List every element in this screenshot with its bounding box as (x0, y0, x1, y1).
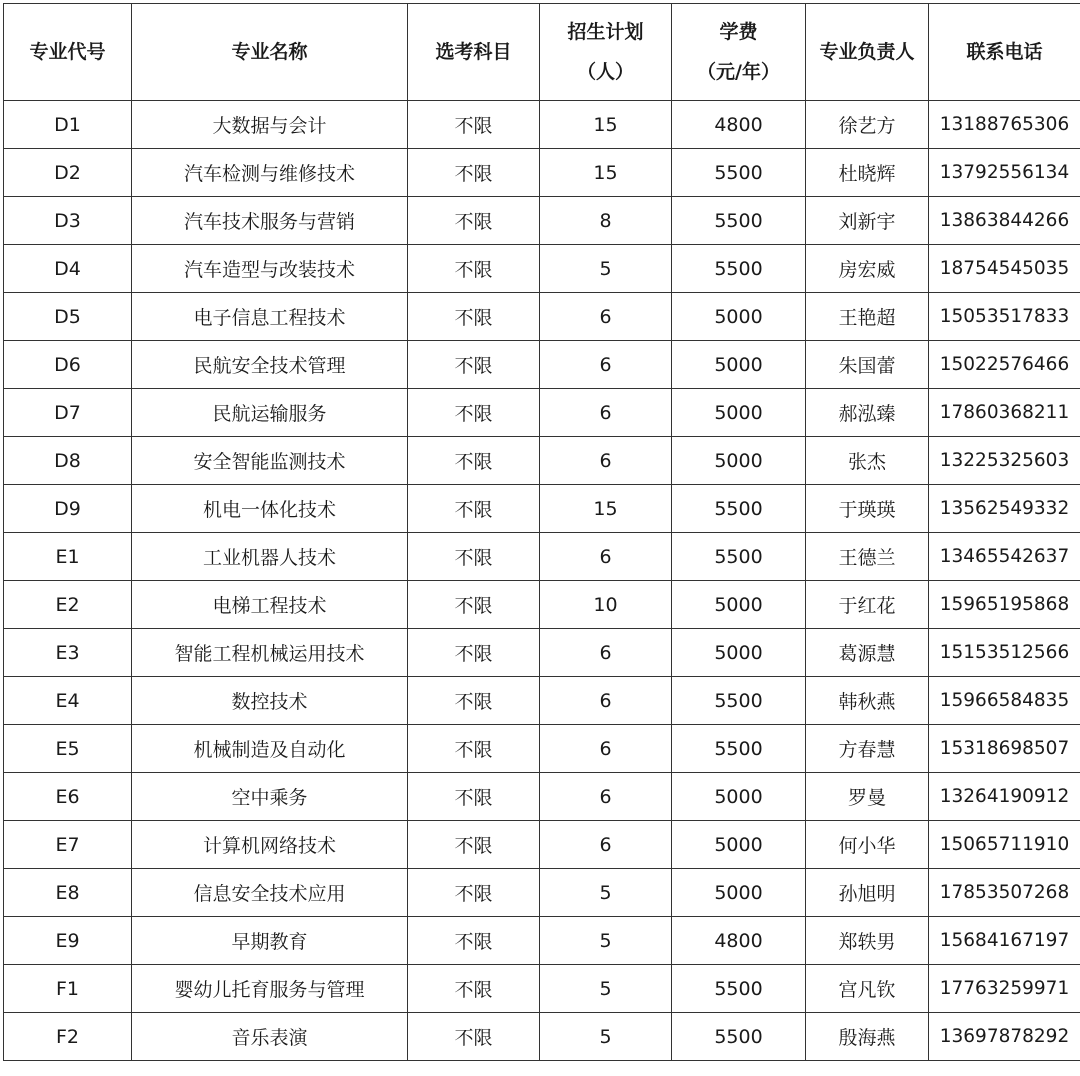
cell-subject: 不限 (408, 821, 540, 869)
cell-plan: 15 (540, 485, 672, 533)
cell-phone: 17860368211 (929, 389, 1080, 437)
cell-name: 汽车造型与改装技术 (132, 245, 408, 293)
table-row (4, 821, 1080, 869)
cell-name: 民航运输服务 (132, 389, 408, 437)
cell-name: 机械制造及自动化 (132, 725, 408, 773)
cell-plan: 6 (540, 533, 672, 581)
cell-code: D7 (4, 389, 132, 437)
cell-subject: 不限 (408, 485, 540, 533)
cell-code: E4 (4, 677, 132, 725)
cell-name: 民航安全技术管理 (132, 341, 408, 389)
cell-name: 大数据与会计 (132, 101, 408, 149)
cell-name: 汽车检测与维修技术 (132, 149, 408, 197)
cell-code: F1 (4, 965, 132, 1013)
cell-phone: 15318698507 (929, 725, 1080, 773)
cell-manager: 朱国蕾 (806, 341, 929, 389)
cell-subject: 不限 (408, 677, 540, 725)
cell-plan: 10 (540, 581, 672, 629)
cell-subject: 不限 (408, 341, 540, 389)
cell-code: D5 (4, 293, 132, 341)
cell-manager: 张杰 (806, 437, 929, 485)
cell-plan: 6 (540, 293, 672, 341)
cell-phone: 15053517833 (929, 293, 1080, 341)
cell-manager: 何小华 (806, 821, 929, 869)
cell-phone: 13188765306 (929, 101, 1080, 149)
table-row (4, 101, 1080, 149)
cell-code: E8 (4, 869, 132, 917)
cell-manager: 韩秋燕 (806, 677, 929, 725)
cell-fee: 5500 (672, 197, 806, 245)
cell-manager: 罗曼 (806, 773, 929, 821)
cell-code: D8 (4, 437, 132, 485)
table-row (4, 1013, 1080, 1061)
cell-code: D2 (4, 149, 132, 197)
cell-code: E1 (4, 533, 132, 581)
cell-phone: 13562549332 (929, 485, 1080, 533)
cell-code: D4 (4, 245, 132, 293)
cell-fee: 5000 (672, 293, 806, 341)
cell-plan: 5 (540, 965, 672, 1013)
cell-fee: 5000 (672, 869, 806, 917)
header-fee (672, 4, 806, 101)
table-row (4, 293, 1080, 341)
cell-manager: 徐艺方 (806, 101, 929, 149)
table-row (4, 773, 1080, 821)
cell-manager: 葛源慧 (806, 629, 929, 677)
cell-manager: 殷海燕 (806, 1013, 929, 1061)
cell-manager: 王德兰 (806, 533, 929, 581)
cell-manager: 王艳超 (806, 293, 929, 341)
table-header (4, 4, 1080, 101)
cell-fee: 5000 (672, 341, 806, 389)
cell-manager: 宫凡钦 (806, 965, 929, 1013)
header-plan-line2: （人） (576, 61, 634, 83)
cell-fee: 4800 (672, 917, 806, 965)
cell-plan: 8 (540, 197, 672, 245)
header-name: 专业名称 (132, 4, 408, 101)
cell-plan: 15 (540, 101, 672, 149)
cell-manager: 郑轶男 (806, 917, 929, 965)
cell-phone: 15966584835 (929, 677, 1080, 725)
cell-phone: 13792556134 (929, 149, 1080, 197)
cell-subject: 不限 (408, 197, 540, 245)
cell-name: 数控技术 (132, 677, 408, 725)
cell-fee: 5500 (672, 965, 806, 1013)
cell-phone: 13465542637 (929, 533, 1080, 581)
cell-plan: 5 (540, 917, 672, 965)
table-row (4, 581, 1080, 629)
cell-subject: 不限 (408, 293, 540, 341)
cell-plan: 6 (540, 389, 672, 437)
cell-phone: 13863844266 (929, 197, 1080, 245)
cell-code: F2 (4, 1013, 132, 1061)
cell-name: 工业机器人技术 (132, 533, 408, 581)
cell-manager: 方春慧 (806, 725, 929, 773)
cell-plan: 6 (540, 821, 672, 869)
cell-name: 早期教育 (132, 917, 408, 965)
cell-manager: 房宏威 (806, 245, 929, 293)
cell-code: E7 (4, 821, 132, 869)
cell-name: 婴幼儿托育服务与管理 (132, 965, 408, 1013)
admissions-table (3, 3, 1080, 1061)
cell-phone: 13697878292 (929, 1013, 1080, 1061)
cell-plan: 15 (540, 149, 672, 197)
cell-plan: 5 (540, 1013, 672, 1061)
table-row (4, 869, 1080, 917)
cell-subject: 不限 (408, 149, 540, 197)
cell-plan: 6 (540, 629, 672, 677)
table-row (4, 725, 1080, 773)
cell-code: E9 (4, 917, 132, 965)
table-row (4, 245, 1080, 293)
table-row (4, 341, 1080, 389)
table-row (4, 197, 1080, 245)
header-fee-line1: 学费 (719, 21, 758, 43)
cell-name: 信息安全技术应用 (132, 869, 408, 917)
cell-phone: 17853507268 (929, 869, 1080, 917)
table-row (4, 389, 1080, 437)
table-row (4, 965, 1080, 1013)
table-body (4, 101, 1080, 1061)
cell-name: 电梯工程技术 (132, 581, 408, 629)
cell-plan: 6 (540, 725, 672, 773)
cell-subject: 不限 (408, 581, 540, 629)
cell-plan: 6 (540, 437, 672, 485)
table-row (4, 485, 1080, 533)
table-row (4, 533, 1080, 581)
header-row (4, 4, 1080, 101)
cell-fee: 5000 (672, 389, 806, 437)
cell-fee: 5500 (672, 725, 806, 773)
cell-code: E2 (4, 581, 132, 629)
cell-code: E5 (4, 725, 132, 773)
cell-manager: 刘新宇 (806, 197, 929, 245)
cell-subject: 不限 (408, 389, 540, 437)
cell-plan: 6 (540, 677, 672, 725)
cell-manager: 于红花 (806, 581, 929, 629)
table-row (4, 677, 1080, 725)
cell-subject: 不限 (408, 629, 540, 677)
cell-name: 汽车技术服务与营销 (132, 197, 408, 245)
header-fee-line2: （元/年） (697, 61, 780, 83)
table-row (4, 917, 1080, 965)
cell-fee: 5000 (672, 437, 806, 485)
cell-subject: 不限 (408, 437, 540, 485)
cell-manager: 郝泓臻 (806, 389, 929, 437)
cell-manager: 杜晓辉 (806, 149, 929, 197)
cell-fee: 5000 (672, 629, 806, 677)
cell-fee: 5500 (672, 677, 806, 725)
cell-subject: 不限 (408, 245, 540, 293)
cell-phone: 15684167197 (929, 917, 1080, 965)
cell-subject: 不限 (408, 725, 540, 773)
cell-code: D1 (4, 101, 132, 149)
table-row (4, 149, 1080, 197)
cell-fee: 5500 (672, 245, 806, 293)
header-plan (540, 4, 672, 101)
cell-subject: 不限 (408, 101, 540, 149)
cell-code: E3 (4, 629, 132, 677)
cell-plan: 5 (540, 869, 672, 917)
cell-phone: 13225325603 (929, 437, 1080, 485)
cell-name: 计算机网络技术 (132, 821, 408, 869)
cell-plan: 6 (540, 341, 672, 389)
admissions-table-sheet (3, 3, 1080, 1061)
cell-fee: 5500 (672, 485, 806, 533)
cell-phone: 15153512566 (929, 629, 1080, 677)
cell-name: 安全智能监测技术 (132, 437, 408, 485)
header-subject: 选考科目 (408, 4, 540, 101)
cell-phone: 15065711910 (929, 821, 1080, 869)
cell-plan: 6 (540, 773, 672, 821)
table-row (4, 629, 1080, 677)
cell-code: D9 (4, 485, 132, 533)
cell-fee: 5000 (672, 821, 806, 869)
cell-fee: 5000 (672, 581, 806, 629)
cell-name: 音乐表演 (132, 1013, 408, 1061)
header-phone: 联系电话 (929, 4, 1080, 101)
cell-name: 机电一体化技术 (132, 485, 408, 533)
header-manager: 专业负责人 (806, 4, 929, 101)
cell-phone: 13264190912 (929, 773, 1080, 821)
cell-subject: 不限 (408, 917, 540, 965)
header-code: 专业代号 (4, 4, 132, 101)
cell-name: 智能工程机械运用技术 (132, 629, 408, 677)
cell-code: D6 (4, 341, 132, 389)
cell-name: 空中乘务 (132, 773, 408, 821)
cell-phone: 15965195868 (929, 581, 1080, 629)
cell-subject: 不限 (408, 1013, 540, 1061)
cell-manager: 孙旭明 (806, 869, 929, 917)
cell-code: D3 (4, 197, 132, 245)
cell-fee: 5000 (672, 773, 806, 821)
table-row (4, 437, 1080, 485)
cell-phone: 18754545035 (929, 245, 1080, 293)
cell-manager: 于瑛瑛 (806, 485, 929, 533)
cell-subject: 不限 (408, 533, 540, 581)
cell-subject: 不限 (408, 869, 540, 917)
cell-subject: 不限 (408, 965, 540, 1013)
cell-fee: 5500 (672, 533, 806, 581)
cell-fee: 5500 (672, 1013, 806, 1061)
cell-phone: 17763259971 (929, 965, 1080, 1013)
cell-subject: 不限 (408, 773, 540, 821)
cell-fee: 5500 (672, 149, 806, 197)
cell-name: 电子信息工程技术 (132, 293, 408, 341)
cell-fee: 4800 (672, 101, 806, 149)
cell-code: E6 (4, 773, 132, 821)
cell-plan: 5 (540, 245, 672, 293)
cell-phone: 15022576466 (929, 341, 1080, 389)
header-plan-line1: 招生计划 (567, 21, 644, 43)
